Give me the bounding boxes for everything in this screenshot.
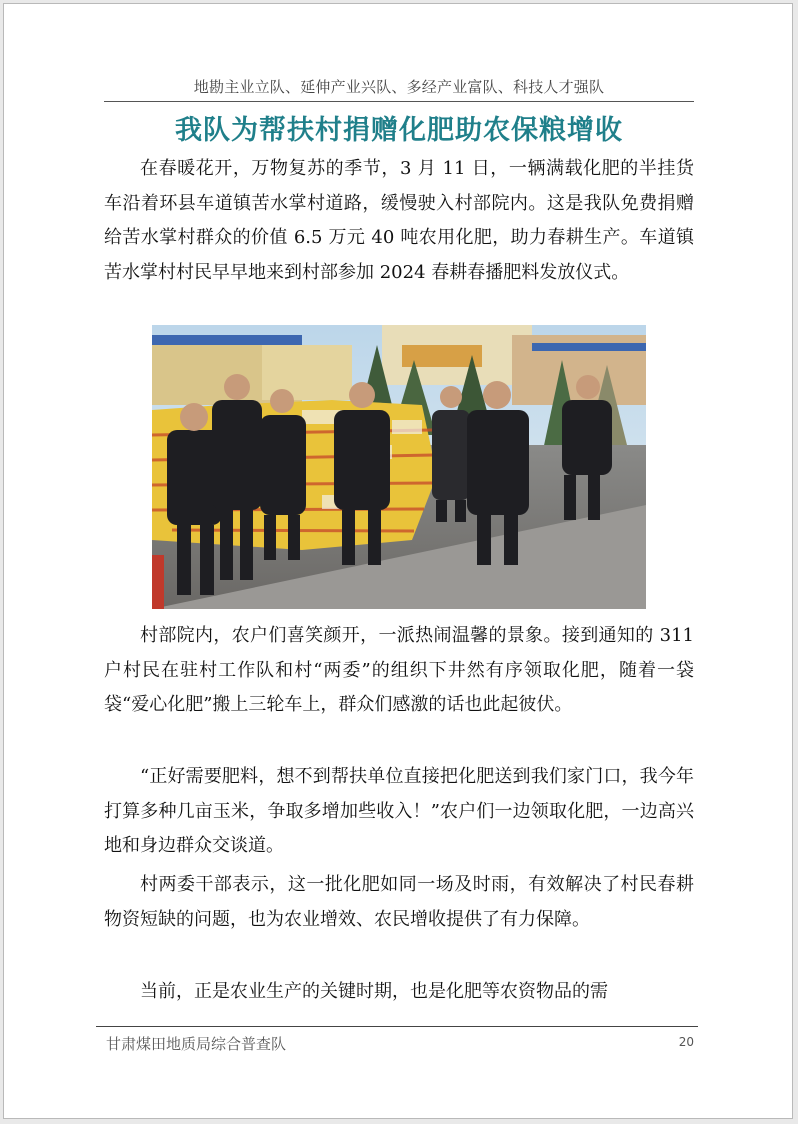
- photo-fertilizer-donation-icon: [152, 325, 646, 609]
- article-title: 我队为帮扶村捐赠化肥助农保粮增收: [175, 115, 623, 146]
- running-header: 地勘主业立队、延伸产业兴队、多经产业富队、科技人才强队: [193, 78, 605, 96]
- footer-organization: 甘肃煤田地质局综合普查队: [106, 1035, 287, 1053]
- paragraph-3: “正好需要肥料，想不到帮扶单位直接把化肥送到我们家门口，我今年打算多种几亩玉米，争取多增加些收入！”农户们一边领取化肥，一边高兴地和身边群众交谈道。: [104, 766, 694, 856]
- footer-rule: [96, 1026, 698, 1027]
- header-rule: [104, 101, 694, 102]
- paragraph-1: 在春暖花开，万物复苏的季节，3 月 11 日，一辆满载化肥的半挂货车沿着环县车道镇苦水掌村道路，缓慢驶入村部院内。这是我队免费捐赠给苦水掌村群众的价值 6.5 万元 40 吨农用化肥，助力春耕生产。车道镇苦水掌村村民早早地来到村部参加 2024 春耕春播肥料发放仪式。: [104, 158, 694, 283]
- paragraph-2: 村部院内，农户们喜笑颜开，一派热闹温馨的景象。接到通知的 311 户村民在驻村工作队和村“两委”的组织下井然有序领取化肥，随着一袋袋“爱心化肥”搬上三轮车上，群众们感激的话也此起彼伏。: [104, 625, 694, 715]
- paragraph-4: 村两委干部表示，这一批化肥如同一场及时雨，有效解决了村民春耕物资短缺的问题，也为农业增效、农民增收提供了有力保障。: [104, 874, 694, 930]
- page-number: 20: [678, 1035, 694, 1049]
- article-photo: [152, 325, 646, 609]
- paragraph-5: 当前，正是农业生产的关键时期，也是化肥等农资物品的需: [140, 981, 608, 1002]
